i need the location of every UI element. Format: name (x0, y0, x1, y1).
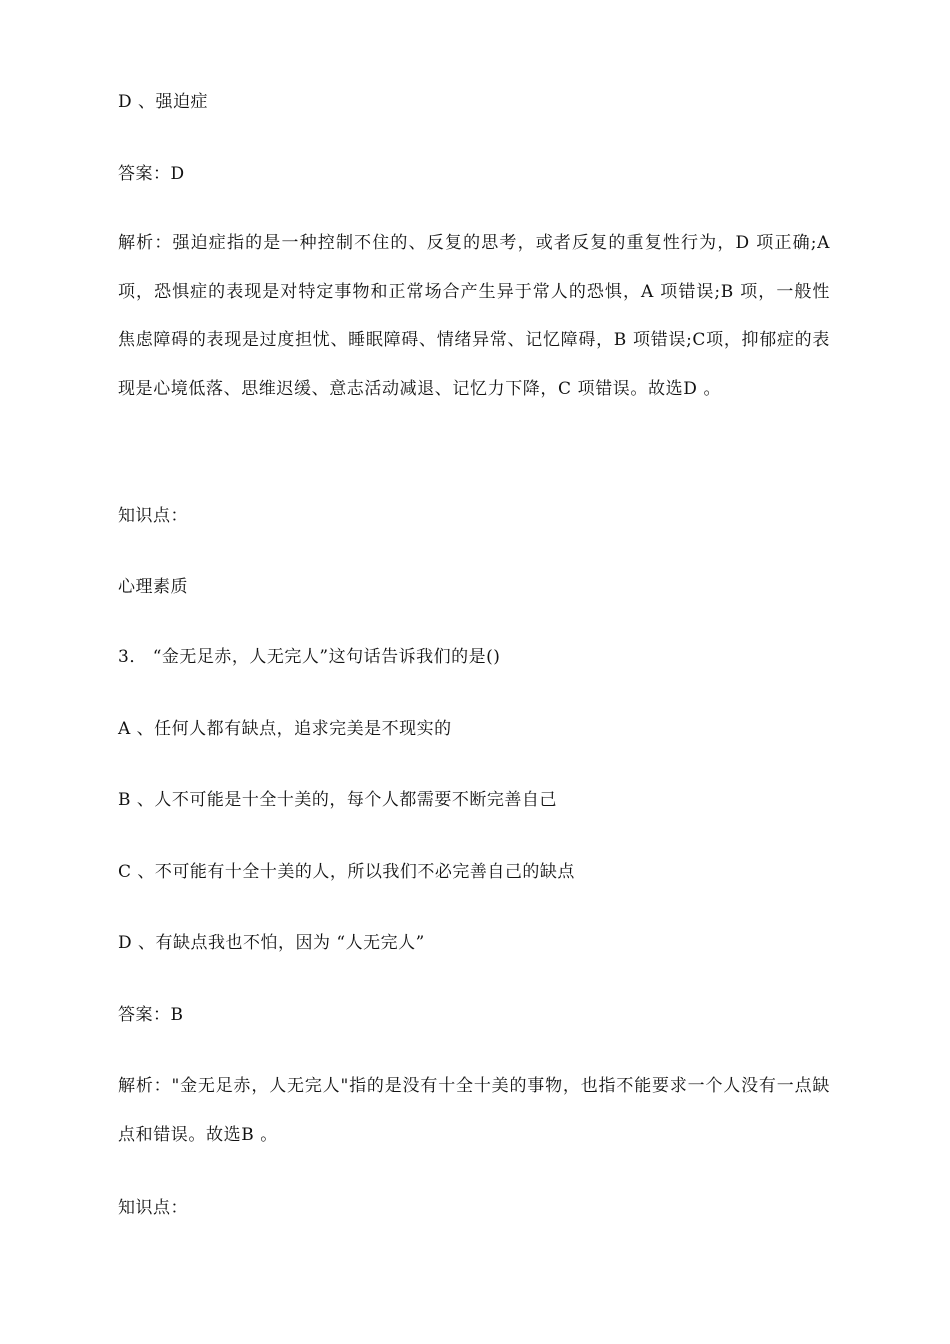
q3-knowledge-label: 知识点： (118, 1198, 188, 1218)
q2-knowledge-value: 心理素质 (118, 577, 188, 597)
q3-answer: 答案：B (118, 1005, 184, 1025)
q3-analysis: 解析："金无足赤，人无完人"指的是没有十全十美的事物，也指不能要求一个人没有一点缺点和错误。故选B 。 (118, 1076, 830, 1145)
q3-option-d: D 、有缺点我也不怕，因为 “人无完人” (118, 933, 425, 953)
q2-knowledge-label: 知识点： (118, 506, 188, 526)
q2-analysis: 解析：强迫症指的是一种控制不住的、反复的思考，或者反复的重复性行为，D 项正确;A项，恐惧症的表现是对特定事物和正常场合产生异于常人的恐惧，A 项错误;B 项，一般性焦虑障碍的表现是过度担忧、睡眠障碍、情绪异常、记忆障碍，B 项错误;C项，抑郁症的表现是心境低落、思维迟缓、意志活动减退、记忆力下降，C 项错误。故选D 。 (118, 233, 830, 399)
q2-answer: 答案：D (118, 164, 185, 184)
q3-option-b: B 、人不可能是十全十美的，每个人都需要不断完善自己 (118, 790, 557, 810)
q3-option-a: A 、任何人都有缺点，追求完美是不现实的 (118, 719, 452, 739)
q2-option-d: D 、强迫症 (118, 92, 209, 112)
q3-option-c: C 、不可能有十全十美的人，所以我们不必完善自己的缺点 (118, 862, 575, 882)
q3-question: 3． “金无足赤，人无完人”这句话告诉我们的是() (118, 647, 501, 667)
